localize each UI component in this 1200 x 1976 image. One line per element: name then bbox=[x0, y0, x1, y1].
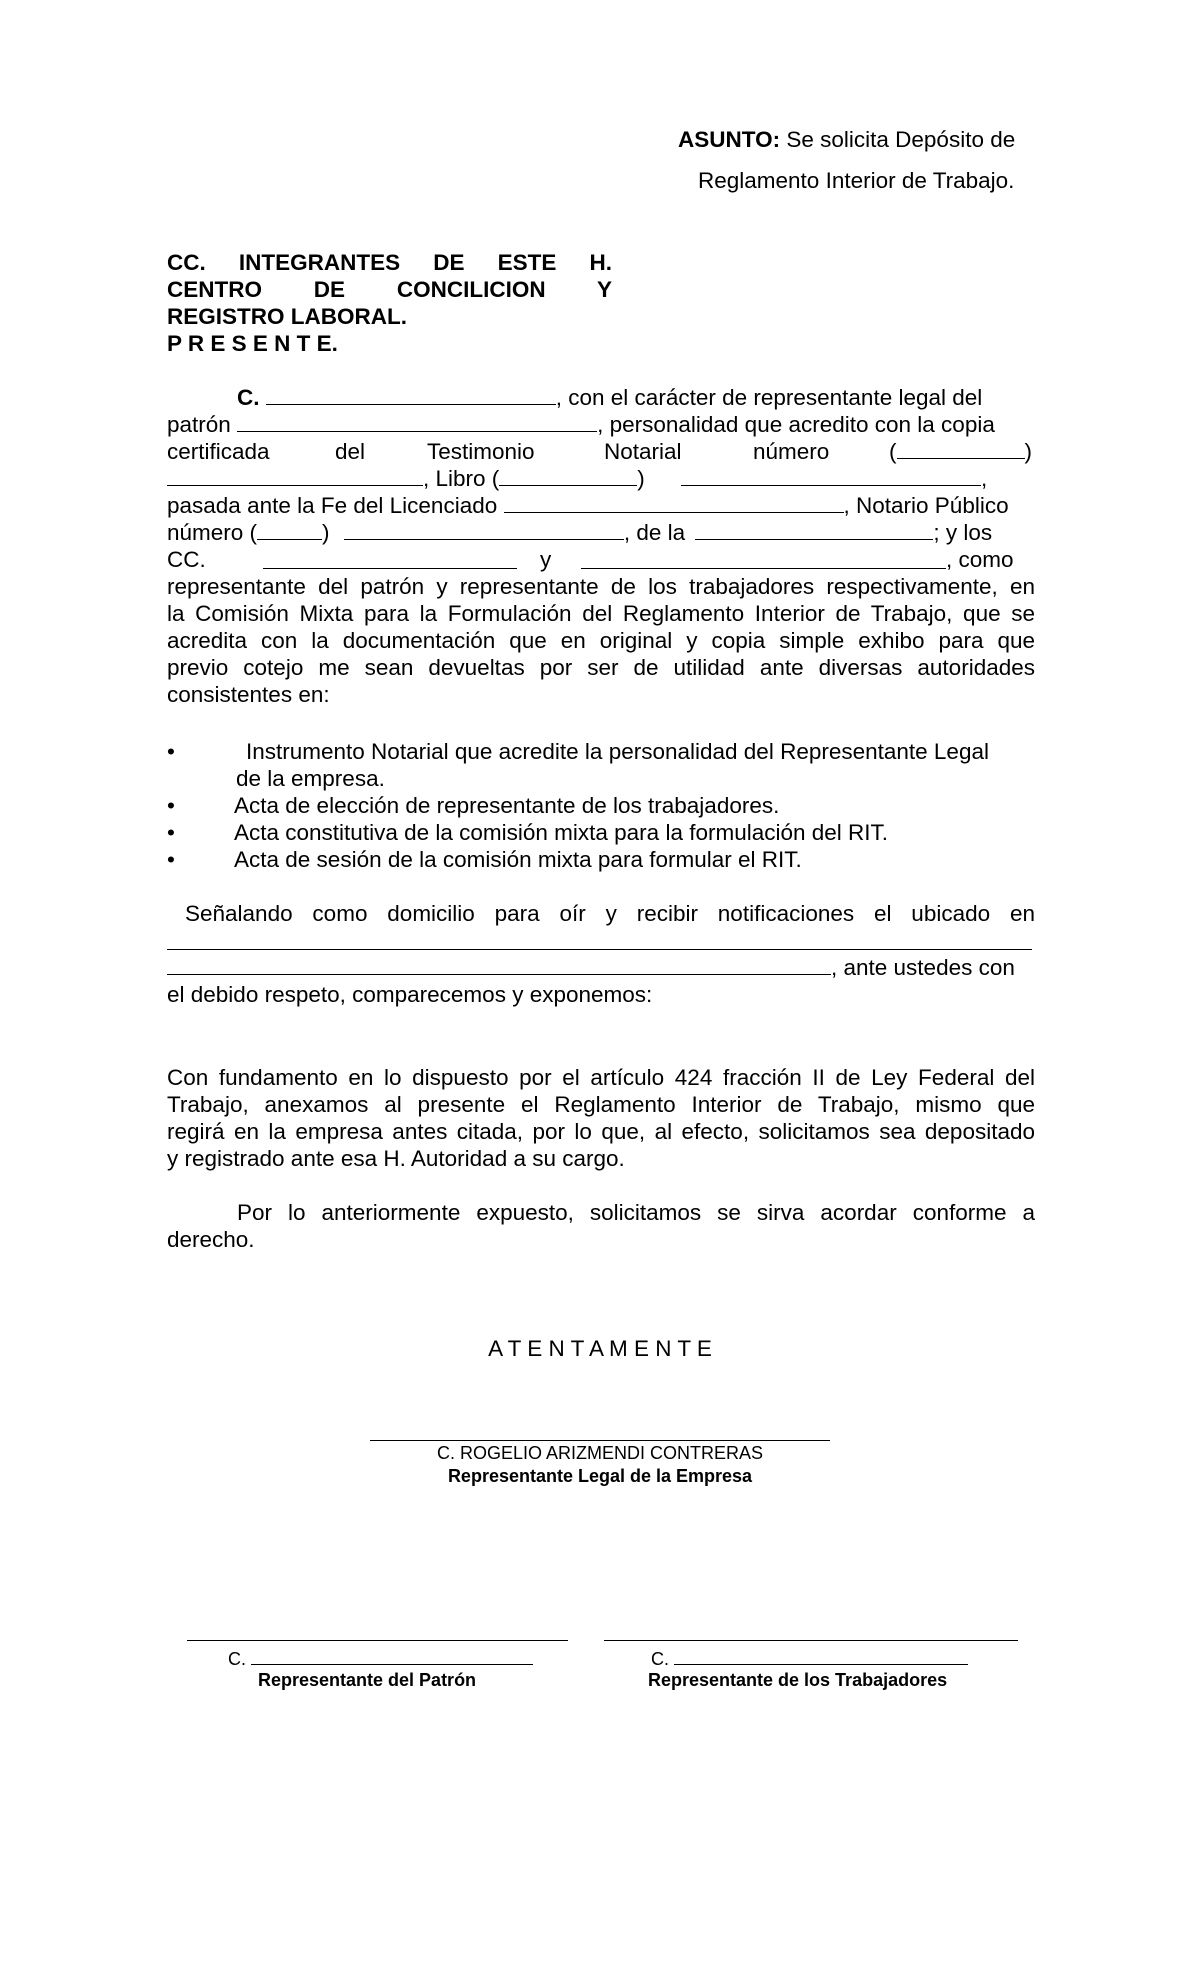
signature-workers-title: Representante de los Trabajadores bbox=[648, 1670, 948, 1690]
signature-line-main[interactable] bbox=[370, 1440, 830, 1441]
addressee-line-2: CENTRO DE CONCILICION Y bbox=[167, 277, 612, 302]
body-line-5: pasada ante la Fe del Licenciado , Notario Público bbox=[167, 493, 1009, 518]
signature-main-title: Representante Legal de la Empresa bbox=[447, 1466, 753, 1486]
body-line-1: C. , con el carácter de representante legal del bbox=[237, 385, 983, 410]
signature-employer-title: Representante del Patrón bbox=[258, 1670, 477, 1690]
atentamente: A T E N T A M E N T E bbox=[488, 1336, 712, 1361]
blank-address-line-2[interactable] bbox=[167, 954, 831, 975]
signature-main-name: C. ROGELIO ARIZMENDI CONTRERAS bbox=[436, 1443, 764, 1463]
addressee-line-1: CC. INTEGRANTES DE ESTE H. bbox=[167, 250, 612, 275]
signature-employer-c: C. bbox=[228, 1647, 533, 1670]
fundamento-line-2: Trabajo, anexamos al presente el Reglamento Interior de Trabajo, mismo que bbox=[167, 1092, 1035, 1117]
blank-employer[interactable] bbox=[237, 411, 597, 432]
blank-testimonio-number[interactable] bbox=[897, 438, 1025, 459]
signature-line-employer[interactable] bbox=[187, 1640, 568, 1641]
bullet-mark: • bbox=[167, 847, 175, 872]
asunto-line-2: Reglamento Interior de Trabajo. bbox=[698, 168, 1015, 193]
domicilio-line-3: , ante ustedes con bbox=[167, 954, 1015, 981]
asunto-label: ASUNTO: bbox=[678, 127, 781, 152]
addressee-line-3: REGISTRO LABORAL. bbox=[167, 304, 407, 329]
fundamento-line-1: Con fundamento en lo dispuesto por el artículo 424 fracción II de Ley Federal del bbox=[167, 1065, 1035, 1090]
blank-notario-name[interactable] bbox=[344, 519, 624, 540]
asunto-line-1 bbox=[678, 126, 1015, 153]
blank-notario-place[interactable] bbox=[695, 519, 933, 540]
body-line-2: patrón , personalidad que acredito con la copia bbox=[167, 412, 995, 437]
closing-line-1: Por lo anteriormente expuesto, solicitamos se sirva acordar conforme a bbox=[237, 1200, 1035, 1225]
body-line-12: consistentes en: bbox=[167, 682, 330, 707]
signature-line-workers[interactable] bbox=[604, 1640, 1018, 1641]
bullet-mark: • bbox=[167, 739, 175, 764]
blank-libro[interactable] bbox=[499, 465, 637, 486]
closing-line-2: derecho. bbox=[167, 1227, 255, 1252]
blank-notario-number[interactable] bbox=[257, 519, 322, 540]
body-line-10: acredita con la documentación que en original y copia simple exhibo para que bbox=[167, 628, 1035, 653]
addressee-line-4: P R E S E N T E. bbox=[167, 331, 338, 356]
list-item: Acta constitutiva de la comisión mixta para la formulación del RIT. bbox=[234, 820, 889, 845]
fundamento-line-3: regirá en la empresa antes citada, por lo que, al efecto, solicitamos sea depositado bbox=[167, 1119, 1035, 1144]
blank-cc-employer-rep[interactable] bbox=[263, 548, 517, 569]
blank-workers-rep-name[interactable] bbox=[674, 1647, 968, 1665]
fundamento-line-4: y registrado ante esa H. Autoridad a su cargo. bbox=[167, 1146, 625, 1171]
signature-workers-c: C. bbox=[651, 1647, 968, 1670]
list-item: Instrumento Notarial que acredite la personalidad del Representante Legal bbox=[246, 739, 989, 764]
domicilio-line-4: el debido respeto, comparecemos y exponemos: bbox=[167, 982, 653, 1007]
blank-address-line-1[interactable] bbox=[167, 949, 1032, 950]
blank-libro-detail[interactable] bbox=[681, 465, 981, 486]
bullet-mark: • bbox=[167, 793, 175, 818]
asunto-text-1: Se solicita Depósito de bbox=[786, 127, 1016, 152]
list-item: Acta de sesión de la comisión mixta para formular el RIT. bbox=[234, 847, 802, 872]
body-line-6: número ( ) , de la ; y los bbox=[167, 520, 993, 545]
blank-representative-name[interactable] bbox=[266, 384, 556, 405]
domicilio-line-1: Señalando como domicilio para oír y recibir notificaciones el ubicado en bbox=[185, 901, 1035, 926]
body-line-4: , Libro ( ) , bbox=[167, 465, 987, 492]
body-line-8: representante del patrón y representante de los trabajadores respectivamente, en bbox=[167, 574, 1035, 599]
body-line-9: la Comisión Mixta para la Formulación del Reglamento Interior de Trabajo, que se bbox=[167, 601, 1035, 626]
list-item-continuation: de la empresa. bbox=[236, 766, 385, 791]
blank-testimonio-name[interactable] bbox=[167, 465, 423, 486]
blank-licenciado[interactable] bbox=[504, 492, 844, 513]
bullet-mark: • bbox=[167, 820, 175, 845]
blank-employer-rep-name[interactable] bbox=[251, 1647, 533, 1665]
list-item: Acta de elección de representante de los trabajadores. bbox=[234, 793, 780, 818]
blank-cc-workers-rep[interactable] bbox=[581, 548, 946, 569]
body-line-11: previo cotejo me sean devueltas por ser de utilidad ante diversas autoridades bbox=[167, 655, 1035, 680]
